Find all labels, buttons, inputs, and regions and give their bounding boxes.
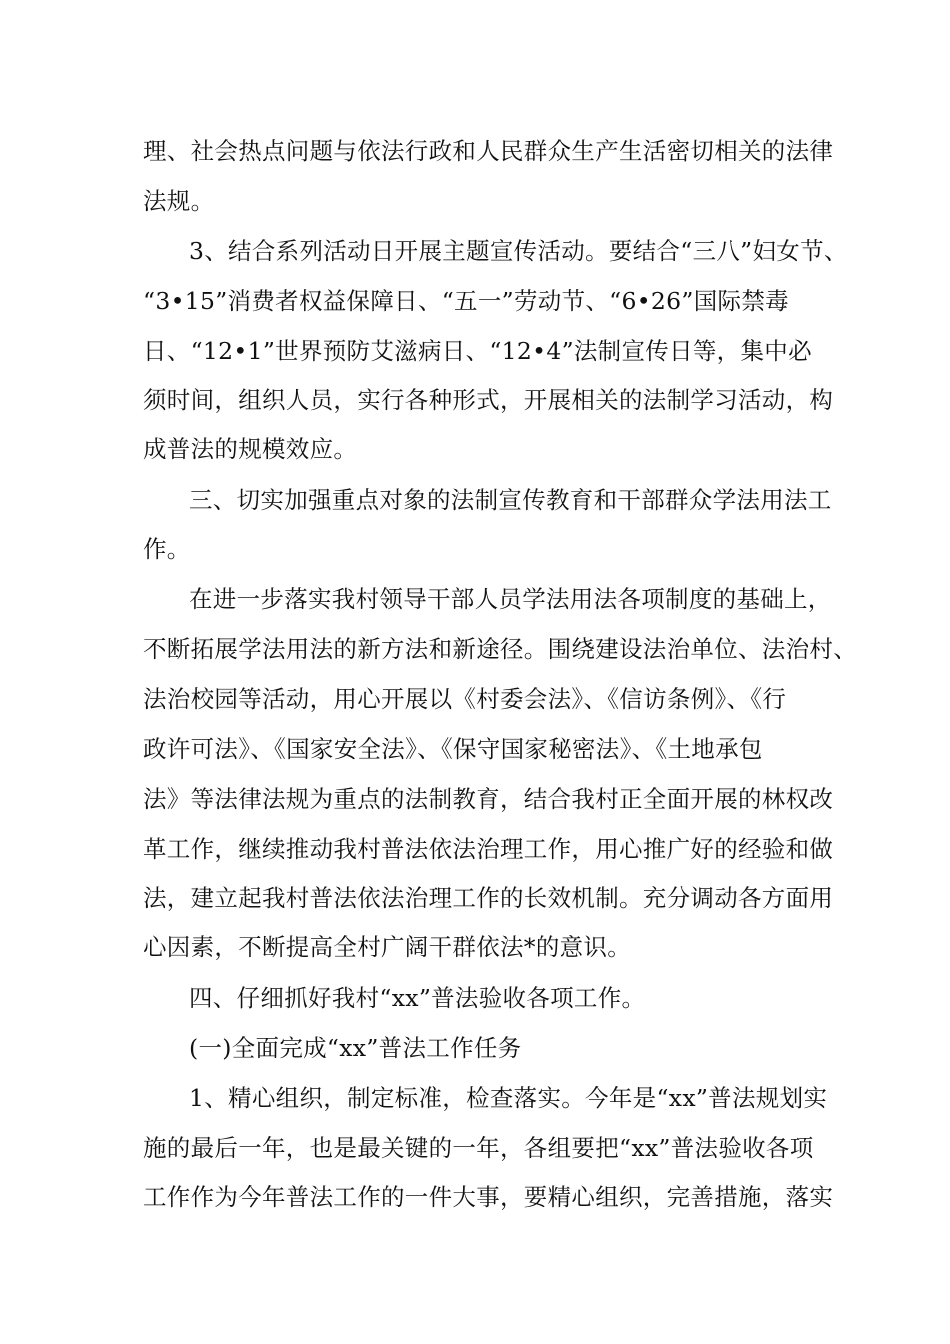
text-line: 政许可法》、《国家安全法》、《保守国家秘密法》、《土地承包 — [143, 735, 763, 763]
text-line: 理、社会热点问题与依法行政和人民群众生产生活密切相关的法律 — [143, 137, 834, 165]
text-line: 三、切实加强重点对象的法制宣传教育和干部群众学法用法工 — [189, 486, 832, 514]
text-line: 工作作为今年普法工作的一件大事，要精心组织，完善措施，落实 — [143, 1183, 834, 1211]
text-line: 1、精心组织，制定标准，检查落实。今年是“xx”普法规划实 — [189, 1084, 828, 1112]
text-line: 在进一步落实我村领导干部人员学法用法各项制度的基础上， — [189, 585, 832, 613]
text-line: 作。 — [143, 535, 191, 563]
text-line: (一)全面完成“xx”普法工作任务 — [189, 1034, 522, 1062]
text-line: 不断拓展学法用法的新方法和新途径。围绕建设法治单位、法治村、 — [143, 635, 857, 663]
text-line: 须时间，组织人员，实行各种形式，开展相关的法制学习活动，构 — [143, 386, 834, 414]
text-line: 四、仔细抓好我村“xx”普法验收各项工作。 — [189, 984, 646, 1012]
text-line: 法治校园等活动，用心开展以《村委会法》、《信访条例》、《行 — [143, 685, 787, 713]
text-line: 法规。 — [143, 187, 215, 215]
text-line: 心因素，不断提高全村广阔干群依法*的意识。 — [143, 933, 632, 961]
text-line: 施的最后一年，也是最关键的一年，各组要把“xx”普法验收各项 — [143, 1134, 814, 1162]
text-line: 法，建立起我村普法依法治理工作的长效机制。充分调动各方面用 — [143, 884, 834, 912]
text-line: 成普法的规模效应。 — [143, 435, 358, 463]
text-line: 日、“12•1”世界预防艾滋病日、“12•4”法制宣传日等，集中必 — [143, 337, 812, 365]
text-line: “3•15”消费者权益保障日、“五一”劳动节、“6•26”国际禁毒 — [143, 287, 789, 315]
text-line: 革工作，继续推动我村普法依法治理工作，用心推广好的经验和做 — [143, 835, 834, 863]
text-line: 3、结合系列活动日开展主题宣传活动。要结合“三八”妇女节、 — [189, 237, 848, 265]
text-line: 法》等法律法规为重点的法制教育，结合我村正全面开展的林权改 — [143, 785, 834, 813]
